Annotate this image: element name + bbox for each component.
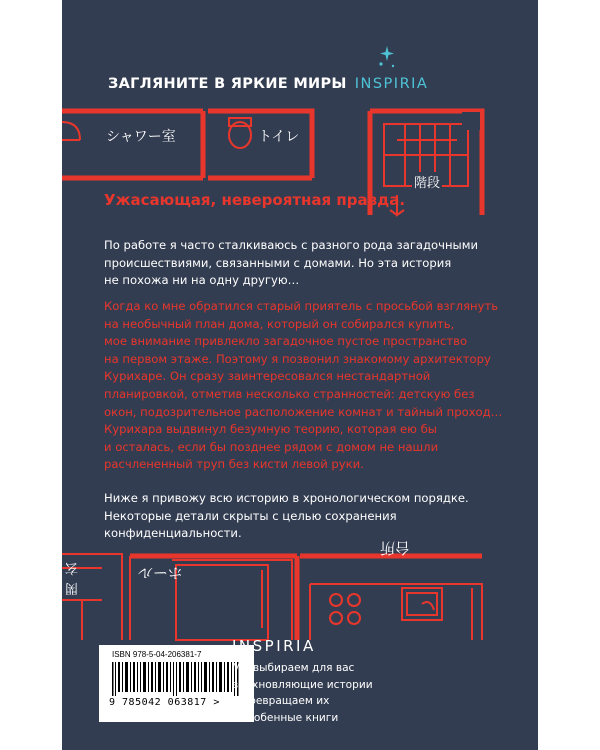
barcode-icon — [112, 662, 244, 696]
plan-label-shower: シャワー室 — [106, 129, 176, 145]
publisher-slogan — [232, 660, 373, 726]
slogan-line: вдохновляющие истории — [232, 678, 373, 691]
slogan-line: Мы выбираем для вас — [232, 662, 355, 674]
text-line: конфиденциальности. — [104, 526, 242, 541]
text-line: и осталась, если бы позднее рядом с домом не нашли — [104, 439, 439, 454]
text-line: мое внимание привлекло загадочное пустое пространство — [104, 334, 468, 349]
barcode-digits: 9 785042 063817 > — [109, 697, 220, 708]
isbn-text: ISBN 978-5-04-206381-7 — [112, 650, 202, 659]
text-line: Курихара выдвинул безумную теорию, которая ею бы — [104, 422, 437, 437]
text-line: расчлененный труп без кисти левой руки. — [104, 457, 364, 472]
slogan-line: в особенные книги — [232, 711, 339, 724]
text-line: на первом этаже. Поэтому я позвонил знакомому архитектору — [104, 351, 491, 366]
text-line: Ниже я привожу всю историю в хронологическом порядке. — [104, 491, 469, 505]
text-line: планировкой, отметив несколько странностей: детскую без — [104, 386, 475, 401]
paragraph-outro — [104, 490, 514, 543]
text-line: окон, подозрительное расположение комнат и тайный проход… — [104, 404, 503, 419]
text-line: происшествиями, связанными с домами. Но эта история — [104, 255, 452, 270]
text-line: Некоторые детали скрыты с целью сохранения — [104, 508, 397, 523]
text-line: на необычный план дома, который он собирался купить, — [104, 316, 455, 331]
plan-label-kitchen: 台所 — [380, 539, 411, 557]
text-line: Курихаре. Он сразу заинтересовался нестандартной — [104, 369, 431, 384]
text-line: Когда ко мне обратился старый приятель с просьбой взглянуть — [104, 299, 499, 313]
slogan-line: и превращаем их — [232, 695, 330, 707]
series-header — [108, 76, 428, 92]
plan-label-corner-bottom: 関 — [65, 580, 79, 595]
plan-label-stairs: 階段 — [412, 172, 442, 191]
headline: Ужасающая, невероятная правда. — [104, 191, 406, 209]
series-header-brand: INSPIRIA — [354, 76, 429, 92]
publisher-logo: INSPIRIA — [232, 637, 316, 655]
sparkle-icon — [376, 44, 398, 70]
paragraph-intro — [104, 237, 514, 290]
text-line: не похожа ни на одну другую… — [104, 273, 300, 288]
series-header-title: ЗАГЛЯНИТЕ В ЯРКИЕ МИРЫ — [108, 76, 347, 92]
plan-label-toilet: トイレ — [258, 129, 300, 145]
plan-label-corner-top: 玄 — [65, 560, 79, 575]
paragraph-story — [104, 298, 514, 474]
text-line: По работе я часто сталкиваюсь с разного рода загадочными — [104, 238, 478, 252]
book-back-cover — [62, 0, 538, 750]
plan-label-hall: ホール — [138, 564, 183, 582]
